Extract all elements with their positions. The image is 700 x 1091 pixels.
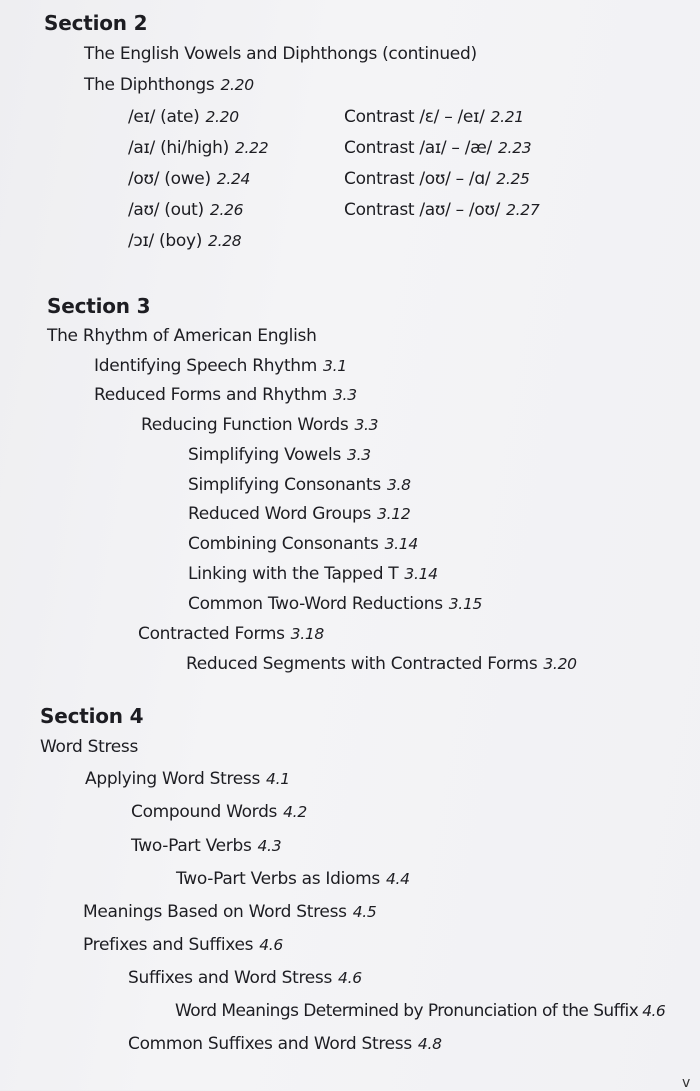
toc-entry-page: 3.18: [290, 625, 324, 643]
toc-entry-page: 4.1: [266, 770, 290, 788]
toc-entry-text: Simplifying Consonants: [188, 475, 381, 495]
toc-entry-page: 4.4: [385, 870, 410, 888]
toc-entry-text: Contrast /oʊ/ – /ɑ/: [344, 169, 491, 189]
toc-entry: [84, 77, 254, 94]
toc-entry-page: 4.6: [642, 1002, 666, 1020]
toc-entry-text: /oʊ/ (owe): [128, 169, 211, 189]
toc-entry: [344, 171, 530, 188]
toc-entry-text: Suffixes and Word Stress: [128, 968, 333, 988]
toc-entry: [128, 233, 241, 250]
toc-entry-page: 3.12: [377, 505, 411, 523]
toc-entry-page: 3.3: [347, 446, 371, 464]
toc-entry-page: 3.1: [323, 357, 347, 375]
toc-entry: [138, 626, 324, 643]
toc-entry: [128, 970, 362, 987]
toc-entry: [128, 171, 250, 188]
toc-entry-text: Word Stress: [40, 737, 139, 757]
toc-entry-page: 2.28: [208, 232, 242, 250]
toc-entry-text: The English Vowels and Diphthongs (continued): [84, 44, 477, 64]
toc-entry-page: 3.14: [404, 565, 438, 583]
toc-entry: [83, 904, 376, 921]
toc-entry-text: Meanings Based on Word Stress: [83, 902, 347, 922]
toc-entry-text: /aʊ/ (out): [128, 200, 204, 220]
toc-entry-text: Two-Part Verbs as Idioms: [176, 869, 380, 889]
toc-entry: [94, 358, 347, 375]
toc-entry: [344, 140, 531, 157]
toc-entry-page: 3.8: [386, 476, 411, 494]
toc-entry-page: 3.20: [543, 655, 577, 673]
toc-entry-text: Simplifying Vowels: [188, 445, 342, 465]
toc-entry-page: 3.15: [448, 595, 483, 613]
toc-entry: [84, 46, 477, 63]
toc-entry: [40, 739, 138, 756]
toc-entry-page: 2.21: [490, 108, 524, 126]
toc-entry: [128, 140, 268, 157]
toc-entry-page: 2.22: [234, 139, 269, 157]
toc-entry-page: 3.3: [333, 386, 357, 404]
toc-entry: [128, 202, 243, 219]
toc-entry: [186, 656, 577, 673]
toc-entry-text: /aɪ/ (hi/high): [128, 138, 229, 158]
toc-entry: [128, 1036, 442, 1053]
toc-entry-page: 2.20: [205, 108, 239, 126]
toc-entry: [188, 566, 438, 583]
toc-entry-page: 4.3: [257, 837, 282, 855]
toc-entry: [141, 417, 378, 434]
toc-entry: [128, 109, 239, 126]
toc-entry: [344, 202, 539, 219]
toc-entry-page: 2.20: [220, 76, 254, 94]
toc-entry-text: /eɪ/ (ate): [128, 107, 200, 127]
toc-entry-page: 2.23: [498, 139, 532, 157]
toc-entry-text: Common Suffixes and Word Stress: [128, 1034, 412, 1054]
toc-entry-text: Contracted Forms: [138, 624, 285, 644]
toc-entry: [131, 838, 281, 855]
toc-entry: [175, 1003, 665, 1020]
toc-entry: [47, 328, 317, 345]
toc-entry-text: Prefixes and Suffixes: [83, 935, 254, 955]
toc-entry-text: Reduced Word Groups: [188, 504, 372, 524]
toc-entry: [176, 871, 410, 888]
section-heading: Section 3: [47, 294, 151, 318]
toc-entry-text: Reduced Segments with Contracted Forms: [186, 654, 538, 674]
toc-entry-page: 4.6: [259, 936, 283, 954]
toc-entry-text: Compound Words: [131, 802, 278, 822]
toc-entry: [188, 536, 418, 553]
toc-entry: [344, 109, 524, 126]
page-number-corner: v: [682, 1075, 691, 1091]
toc-entry-text: /ɔɪ/ (boy): [128, 231, 203, 251]
toc-entry-text: Two-Part Verbs: [131, 836, 252, 856]
toc-entry: [188, 477, 411, 494]
toc-entry-page: 2.27: [506, 201, 540, 219]
toc-entry-text: Applying Word Stress: [85, 769, 261, 789]
toc-entry-text: Reduced Forms and Rhythm: [94, 385, 327, 405]
toc-entry-text: The Rhythm of American English: [47, 326, 317, 346]
toc-entry-page: 4.6: [338, 969, 362, 987]
toc-entry: [85, 771, 290, 788]
toc-entry-text: Combining Consonants: [188, 534, 379, 554]
toc-entry-text: Reducing Function Words: [141, 415, 349, 435]
toc-entry: [83, 937, 283, 954]
toc-entry: [188, 596, 482, 613]
toc-entry-text: Identifying Speech Rhythm: [94, 356, 318, 376]
toc-entry-page: 2.25: [496, 170, 530, 188]
toc-entry-page: 4.2: [283, 803, 307, 821]
toc-entry-text: Common Two-Word Reductions: [188, 594, 443, 614]
toc-entry-text: Linking with the Tapped T: [188, 564, 399, 584]
toc-entry-text: Word Meanings Determined by Pronunciation of the Suffix: [175, 1001, 639, 1021]
toc-entry-page: 4.8: [417, 1035, 442, 1053]
toc-entry-text: Contrast /ɛ/ – /eɪ/: [344, 107, 485, 127]
toc-entry-page: 4.5: [352, 903, 377, 921]
toc-entry: [131, 804, 307, 821]
section-heading: Section 2: [44, 11, 148, 35]
toc-entry-page: 2.24: [216, 170, 251, 188]
toc-entry-page: 3.14: [384, 535, 418, 553]
toc-entry-page: 2.26: [209, 201, 244, 219]
toc-entry-text: Contrast /aɪ/ – /æ/: [344, 138, 492, 158]
toc-entry: [188, 506, 410, 523]
toc-entry: [94, 387, 357, 404]
toc-entry-page: 3.3: [354, 416, 379, 434]
section-heading: Section 4: [40, 704, 144, 728]
toc-entry-text: Contrast /aʊ/ – /oʊ/: [344, 200, 501, 220]
toc-entry-text: The Diphthongs: [84, 75, 215, 95]
toc-entry: [188, 447, 371, 464]
